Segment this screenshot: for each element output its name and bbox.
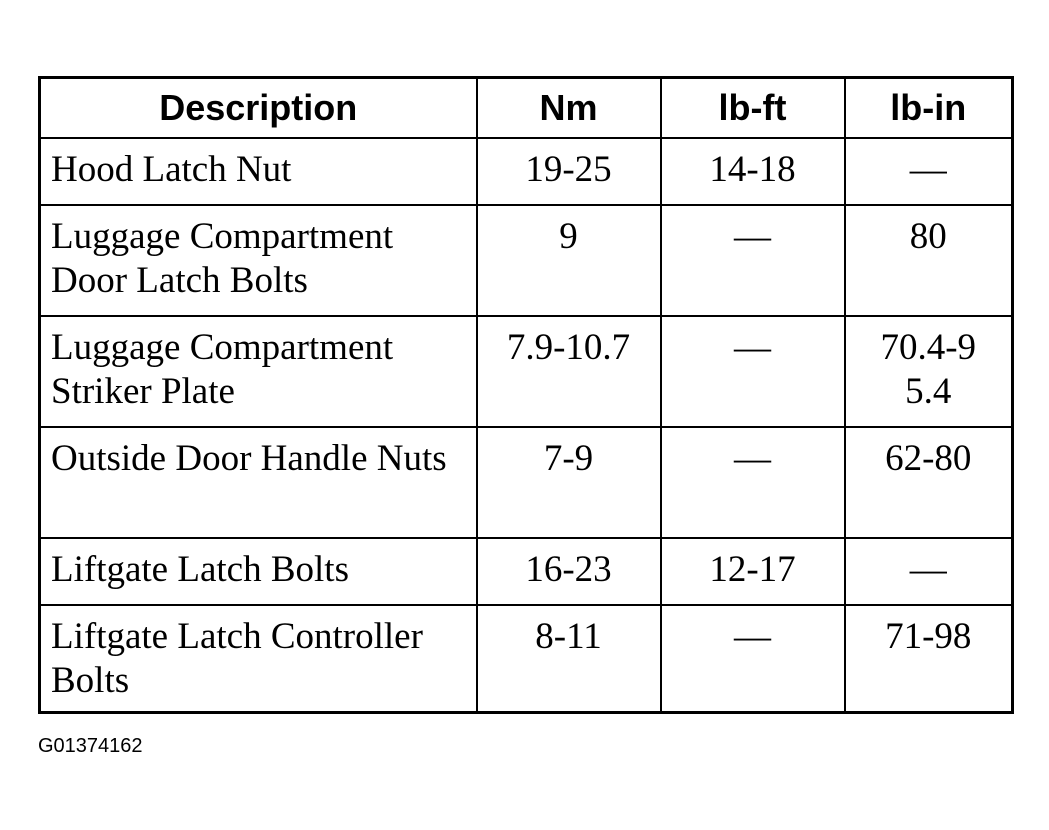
cell-lb-in: —: [845, 138, 1013, 205]
cell-description: Liftgate Latch Bolts: [40, 538, 477, 605]
cell-nm: 7-9: [477, 427, 661, 538]
cell-description: Luggage Compartment Door Latch Bolts: [40, 205, 477, 316]
cell-nm: 8-11: [477, 605, 661, 713]
table-row: [40, 427, 1013, 538]
cell-lb-ft: —: [661, 605, 845, 713]
header-lb-ft: lb-ft: [661, 78, 845, 139]
cell-lb-ft: 12-17: [661, 538, 845, 605]
table-row: [40, 605, 1013, 713]
cell-description: Liftgate Latch Controller Bolts: [40, 605, 477, 713]
cell-lb-ft: —: [661, 316, 845, 427]
figure-id-label: G01374162: [38, 735, 143, 757]
table-row: [40, 138, 1013, 205]
cell-lb-in: 80: [845, 205, 1013, 316]
cell-lb-ft: —: [661, 205, 845, 316]
cell-description: Hood Latch Nut: [40, 138, 477, 205]
cell-lb-ft: 14-18: [661, 138, 845, 205]
table-row: [40, 316, 1013, 427]
table-header-row: [40, 78, 1013, 139]
cell-lb-ft: —: [661, 427, 845, 538]
cell-lb-in: 62-80: [845, 427, 1013, 538]
cell-description: Luggage Compartment Striker Plate: [40, 316, 477, 427]
header-description: Description: [40, 78, 477, 139]
cell-nm: 16-23: [477, 538, 661, 605]
cell-nm: 9: [477, 205, 661, 316]
cell-nm: 19-25: [477, 138, 661, 205]
header-lb-in: lb-in: [845, 78, 1013, 139]
cell-lb-in: —: [845, 538, 1013, 605]
cell-nm: 7.9-10.7: [477, 316, 661, 427]
cell-lb-in: 71-98: [845, 605, 1013, 713]
torque-spec-table: [38, 76, 1014, 714]
table-row: [40, 538, 1013, 605]
table-row: [40, 205, 1013, 316]
cell-description: Outside Door Handle Nuts: [40, 427, 477, 538]
cell-lb-in: 70.4-95.4: [845, 316, 1013, 427]
header-nm: Nm: [477, 78, 661, 139]
